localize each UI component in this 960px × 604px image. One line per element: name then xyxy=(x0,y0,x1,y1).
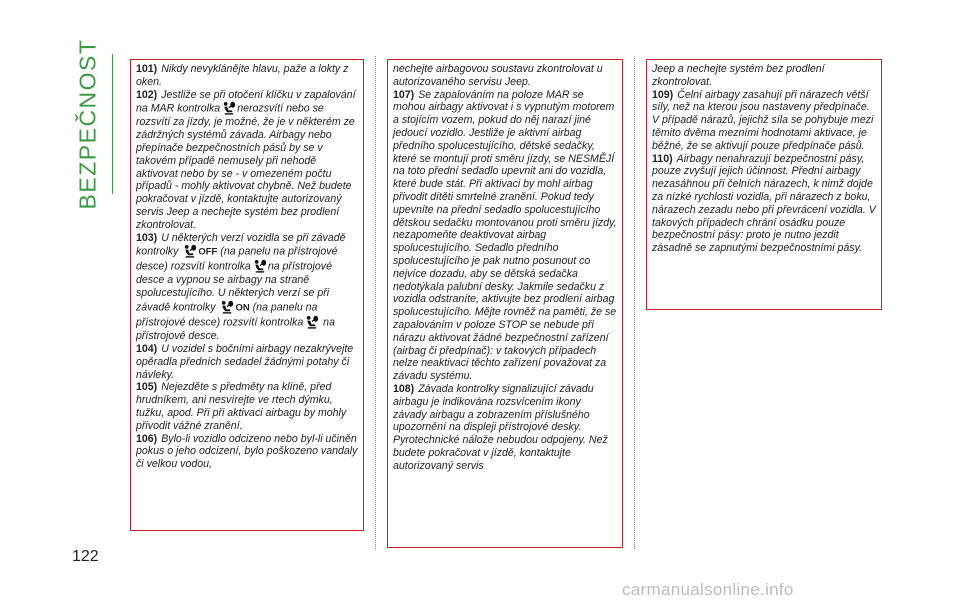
note-number: 105) xyxy=(136,381,158,394)
section-title-rule xyxy=(112,54,113,194)
note-103 xyxy=(136,232,358,343)
note-continuation xyxy=(393,63,617,89)
note-number: 103) xyxy=(136,231,158,244)
column-separator xyxy=(634,56,635,549)
note-text: nechejte airbagovou soustavu zkontrolovat u autorizovaného servisu Jeep. xyxy=(393,63,603,88)
note-number: 102) xyxy=(136,88,158,101)
note-number: 110) xyxy=(652,152,673,165)
note-number: 104) xyxy=(136,342,158,355)
passenger-airbag-on-icon xyxy=(219,300,234,315)
note-108 xyxy=(393,383,617,473)
note-text: Se zapalováním na poloze MAR se mohou airbagy aktivovat i s vypnutým motorem a stojícím vozem, pokud do něj narazí jiné jedoucí vozidlo. Jestliže je aktivní airbag předního spolucestujícího, dětské sedačky, které se montují proti směru jízdy, se NESMĚJÍ na toto přední sedadlo upevnit ani do vozidla, které bude stát. Při aktivaci by mohl airbag přivodit dítěti smrtelné zranění. Pokud tedy upevníte na přední sedadlo spolucestujícího dětskou sedačku montovanou proti směru jízdy, nezapomeňte deaktivovat airbag spolucestujícího. Sedadlo předního spolucestujícího je pak nutno posunout co nejvíce dozadu, aby se dětská sedačka nedotýkala palubní desky. Jakmile sedačku z vozidla odstraníte, aktivujte bez prodlení airbag spolucestujícího. Mějte rovněž na paměti, že se zapalováním v poloze STOP se nebude při nárazu aktivovat žádné bezpečnostní zařízení (airbag či předpínač): v takových případech nelze neaktivaci těchto zařízení považovat za závadu systému. xyxy=(393,88,617,383)
note-text: (na panelu na přístrojové desce) rozsvítí kontrolka xyxy=(136,245,338,273)
watermark: carmanualsonline.info xyxy=(622,580,794,599)
note-106 xyxy=(136,433,358,471)
passenger-airbag-icon xyxy=(221,101,236,116)
off-label: OFF xyxy=(198,246,218,258)
note-text: Airbagy nenahrazují bezpečnostní pásy, pouze zvyšují jejich účinnost. Přední airbagy nezasáhnou při čelních nárazech, k nimž dojde za nízké rychlosti vozidla, při nárazech z boku, nárazech zezadu nebo při převrácení vozidla. V takových případech chrání osádku pouze bezpečnostní pásy: proto je nutno jezdit zásadně se zapnutými bezpečnostními pásy. xyxy=(652,152,876,255)
warning-box-2 xyxy=(387,59,623,548)
note-text: U některých verzí vozidla se při závadě kontrolky xyxy=(136,231,346,258)
page-number: 122 xyxy=(72,548,99,565)
on-label: ON xyxy=(235,302,250,314)
note-109 xyxy=(652,89,876,153)
note-text: na přístrojové desce. xyxy=(136,316,335,343)
section-title xyxy=(64,38,112,210)
note-102 xyxy=(136,89,358,232)
passenger-airbag-icon xyxy=(252,259,267,274)
note-104 xyxy=(136,343,358,381)
note-number: 108) xyxy=(393,382,415,395)
note-number: 106) xyxy=(136,432,158,445)
note-number: 107) xyxy=(393,88,415,101)
note-101 xyxy=(136,63,358,89)
note-text: na přístrojové desce a vypnou se airbagy na straně spolucestujícího. U některých verzí se při závadě kontrolky xyxy=(136,260,332,314)
note-text: (na panelu na přístrojové desce) rozsvítí kontrolka xyxy=(136,301,318,329)
column-separator xyxy=(375,56,376,549)
passenger-airbag-icon xyxy=(304,315,319,330)
warning-box-1 xyxy=(130,59,364,531)
note-number: 109) xyxy=(652,88,674,101)
note-text: Jeep a nechejte systém bez prodlení zkontrolovat. xyxy=(652,63,825,88)
section-title-text: BEZPEČNOST xyxy=(74,38,101,210)
note-105 xyxy=(136,381,358,432)
note-text: Jestliže se při otočení klíčku v zapalování na MAR kontrolka xyxy=(136,88,356,115)
note-text: Čelní airbagy zasahují při nárazech větší síly, než na kterou jsou nastaveny předpínače. V případě nárazů, jejichž síla se pohybuje mezi těmito dvěma mezními hodnotami aktivace, je běžné, že se aktivují pouze předpínače pásů. xyxy=(652,88,874,152)
note-text: nerozsvítí nebo se rozsvítí za jízdy, je možné, že je v některém ze zádržných systémů závada. Airbagy nebo přepínače bezpečnostních pásů by se v takovém případě nemusely při nehodě aktivovat nebo by se - v omezeném počtu případů - mohly aktivovat chybně. Než budete pokračovat v jízdě, kontaktujte autorizovaný servis Jeep a nechejte systém bez prodlení zkontrolovat. xyxy=(136,102,355,231)
note-number: 101) xyxy=(136,63,158,75)
passenger-airbag-off-icon xyxy=(182,244,197,259)
note-text: Bylo-li vozidlo odcizeno nebo byl-li učiněn pokus o jeho odcizení, bylo poškozeno vandaly či velkou vodou, xyxy=(136,432,358,471)
note-text: U vozidel s bočními airbagy nezakrývejte opěradla předních sedadel žádnými potahy či návleky. xyxy=(136,342,354,381)
note-text: Nikdy nevyklánějte hlavu, paže a lokty z oken. xyxy=(136,63,349,88)
warning-box-3 xyxy=(646,59,882,310)
note-text: Závada kontrolky signalizující závadu airbagu je indikována rozsvícením ikony závady airbagu a zobrazením příslušného upozornění na displeji přístrojové desky. Pyrotechnické nálože nebudou odpojeny. Než budete pokračovat v jízdě, kontaktujte autorizovaný servis xyxy=(393,382,608,472)
note-text: Nejezděte s předměty na klíně, před hrudníkem, ani nesvírejte ve rtech dýmku, tužku, apod. Při při aktivaci airbagu by mohly přivodit vážné zranění. xyxy=(136,381,347,432)
note-continuation xyxy=(652,63,876,89)
note-107 xyxy=(393,89,617,383)
note-110 xyxy=(652,153,876,255)
